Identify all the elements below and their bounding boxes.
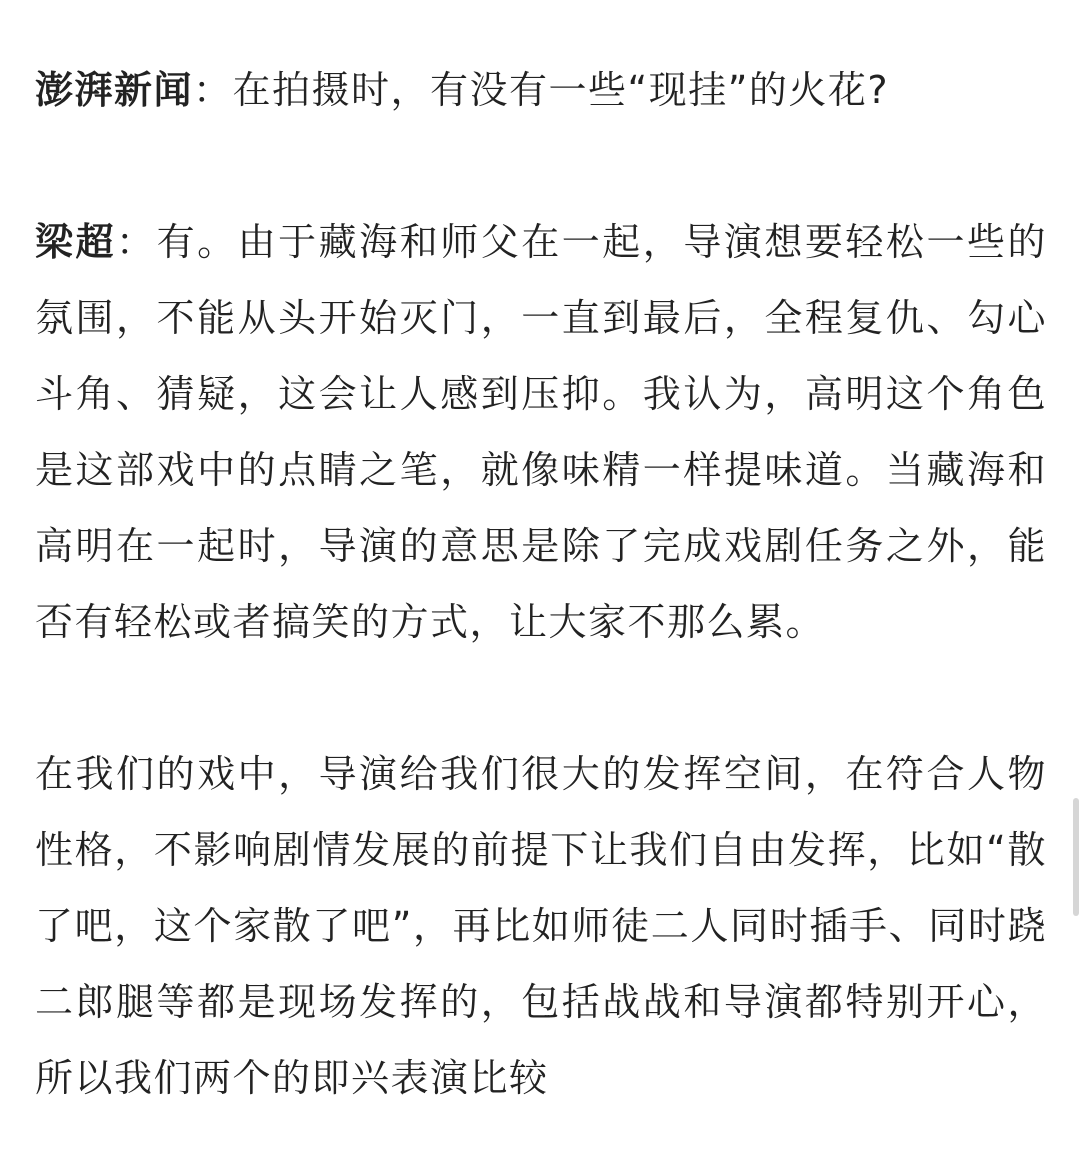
scrollbar-thumb[interactable] — [1073, 798, 1079, 916]
article-body — [35, 52, 1047, 1116]
paragraph-text: 在我们的戏中，导演给我们很大的发挥空间，在符合人物性格，不影响剧情发展的前提下让我们自由发挥，比如“散了吧，这个家散了吧”，再比如师徒二人同时插手、同时跷二郎腿等都是现场发挥的，包括战战和导演都特别开心，所以我们两个的即兴表演比较 — [35, 752, 1047, 1100]
continuation-paragraph — [35, 736, 1047, 1116]
speaker-name: 梁超 — [35, 220, 117, 264]
speaker-colon: ： — [116, 220, 157, 264]
question-paragraph — [35, 52, 1047, 128]
speaker-name: 澎湃新闻 — [35, 68, 194, 112]
answer-paragraph — [35, 204, 1047, 660]
speaker-colon: ： — [193, 68, 233, 112]
paragraph-text: 在拍摄时，有没有一些“现挂”的火花? — [232, 68, 890, 112]
paragraph-text: 有。由于藏海和师父在一起，导演想要轻松一些的氛围，不能从头开始灭门，一直到最后，全程复仇、勾心斗角、猜疑，这会让人感到压抑。我认为，高明这个角色是这部戏中的点睛之笔，就像味精一样提味道。当藏海和高明在一起时，导演的意思是除了完成戏剧任务之外，能否有轻松或者搞笑的方式，让大家不那么累。 — [35, 220, 1047, 644]
